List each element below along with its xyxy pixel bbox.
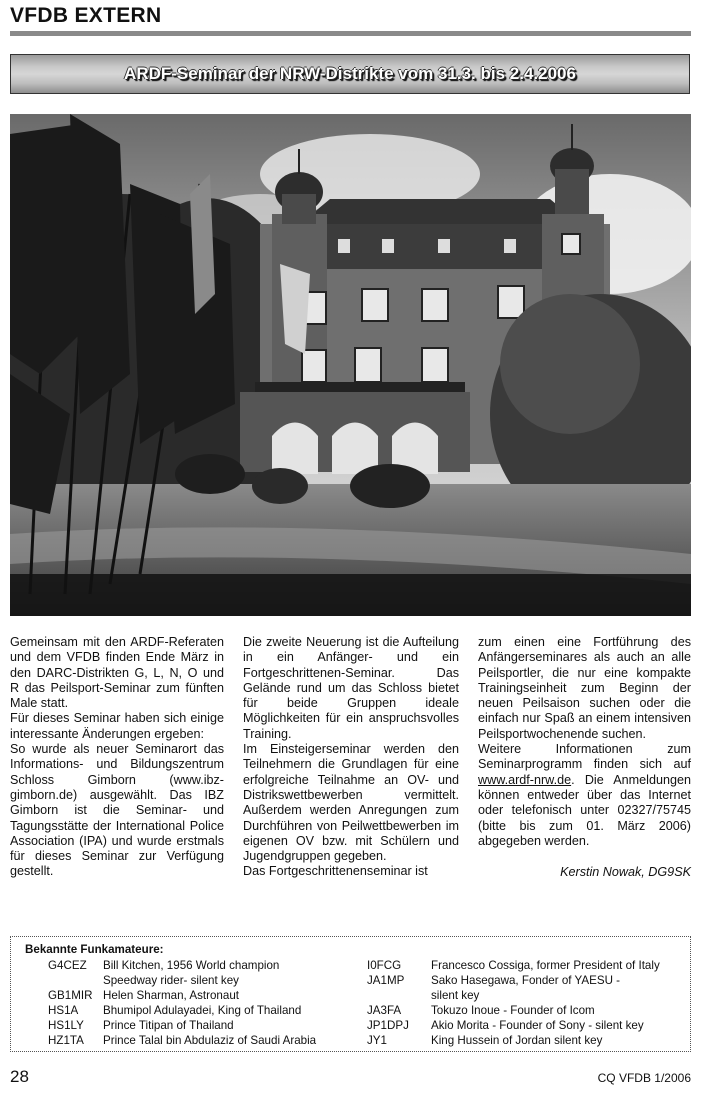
castle-photo bbox=[10, 114, 691, 616]
person: Sako Hasegawa, Fonder of YAESU - bbox=[431, 974, 621, 987]
article-title: ARDF-Seminar der NRW-Distrikte vom 31.3. bis 2.4.2006 bbox=[124, 64, 576, 83]
callsign: JA1MP bbox=[367, 974, 405, 987]
article-title-banner bbox=[10, 54, 690, 94]
person: silent key bbox=[431, 989, 480, 1002]
paragraph: Für dieses Seminar haben sich einige interessante Änderungen ergeben: bbox=[10, 711, 224, 741]
person: Helen Sharman, Astronaut bbox=[103, 989, 239, 1002]
article-column-3 bbox=[478, 635, 691, 880]
author: Kerstin Nowak, DG9SK bbox=[560, 865, 691, 880]
paragraph bbox=[478, 742, 691, 849]
callsign: JY1 bbox=[367, 1034, 387, 1047]
magazine-issue: CQ VFDB 1/2006 bbox=[597, 1071, 691, 1085]
person: Tokuzo Inoue - Founder of Icom bbox=[431, 1004, 595, 1017]
text-segment: Weitere Informationen zum Seminarprogramm finden sich auf bbox=[478, 742, 691, 772]
infobox-title: Bekannte Funkamateure: bbox=[25, 943, 164, 956]
article-column-1 bbox=[10, 635, 224, 880]
paragraph: Das Fortgeschrittenenseminar ist bbox=[243, 864, 428, 879]
person: Prince Titipan of Thailand bbox=[103, 1019, 234, 1032]
paragraph: Gemeinsam mit den ARDF-Referaten und dem VFDB finden Ende März in den DARC-Distrikten G, L, N, O und R das Peilsport-Seminar zum fünften Male statt. bbox=[10, 635, 224, 711]
paragraph: Im Einsteigerseminar werden den Teilnehmern die Grundlagen für eine erfolgreiche Teilnahme an OV- und Distrikswettbewerben vermittelt. Außerdem werden Anregungen zum Durchführen von Peilwettbewerben im eigenen OV bzw. mit Schülern und Jugendgruppen gegeben. bbox=[243, 742, 459, 864]
person: Bill Kitchen, 1956 World champion bbox=[103, 959, 280, 972]
website-link[interactable]: www.ardf-nrw.de bbox=[478, 772, 572, 787]
callsign: G4CEZ bbox=[48, 959, 87, 972]
paragraph: So wurde als neuer Seminarort das Informations- und Bildungszentrum Schloss Gimborn (www.ibz-gimborn.de) ausgewählt. Das IBZ Gimborn ist die Seminar- und Tagungsstätte der International Police Association (IPA) und wurde erstmals für dieses Seminar zur Verfügung gestellt. bbox=[10, 742, 224, 879]
paragraph: Die zweite Neuerung ist die Aufteilung in ein Anfänger- und ein Fortgeschrittenen-Seminar. Das Gelände rund um das Schloss bietet für beide Gruppen ideale Möglichkeiten für ein anspruchsvolles Training. bbox=[243, 635, 459, 741]
section-title: VFDB EXTERN bbox=[10, 4, 162, 27]
text-segment: . Die Anmeldungen können entweder über das Internet oder telefonisch unter 02327/75745 (bitte bis zum 01. März 2006) abgegeben werden. bbox=[478, 772, 691, 848]
person: Francesco Cossiga, former President of Italy bbox=[431, 959, 660, 972]
callsign: HS1A bbox=[48, 1004, 79, 1017]
person: Bhumipol Adulayadei, King of Thailand bbox=[103, 1004, 302, 1017]
article-column-2 bbox=[243, 635, 459, 880]
person: Speedway rider- silent key bbox=[103, 974, 239, 987]
famous-hams-box bbox=[10, 936, 691, 1052]
callsign: JP1DPJ bbox=[367, 1019, 409, 1032]
callsign: JA3FA bbox=[367, 1004, 402, 1017]
person: King Hussein of Jordan silent key bbox=[431, 1034, 603, 1047]
header-rule bbox=[10, 31, 691, 36]
callsign: HS1LY bbox=[48, 1019, 84, 1032]
person: Prince Talal bin Abdulaziz of Saudi Arabia bbox=[103, 1034, 317, 1047]
paragraph: zum einen eine Fortführung des Anfängerseminares als auch an alle Peilsportler, die nur eine kompakte Trainingseinheit zum Beginn der neuen Peilsaison suchen oder die einfach nur Spaß an einem intensiven Peilsportwochenende suchen. bbox=[478, 635, 691, 741]
callsign: HZ1TA bbox=[48, 1034, 84, 1047]
page-number: 28 bbox=[10, 1067, 29, 1086]
callsign: GB1MIR bbox=[48, 989, 93, 1002]
person: Akio Morita - Founder of Sony - silent key bbox=[431, 1019, 644, 1032]
callsign: I0FCG bbox=[367, 959, 402, 972]
